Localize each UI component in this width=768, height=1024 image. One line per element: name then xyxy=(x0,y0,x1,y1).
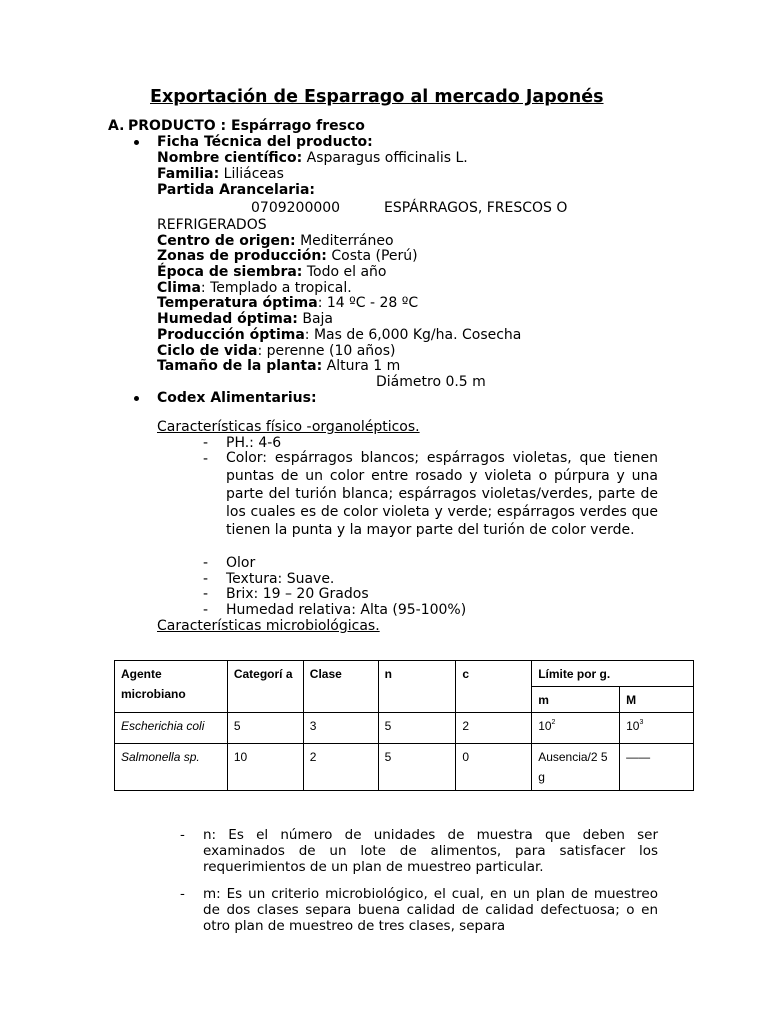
header-c: c xyxy=(456,661,532,713)
ficha-zonas xyxy=(157,248,418,264)
table-header-row xyxy=(115,661,694,687)
cell-M-base: 10 xyxy=(626,719,640,733)
partida-code: 0709200000 xyxy=(251,200,341,216)
codex-item-brix: Brix: 19 – 20 Grados xyxy=(226,586,369,602)
list-dash: - xyxy=(203,571,209,587)
cell-categoria: 5 xyxy=(227,713,303,744)
table-row xyxy=(115,713,694,744)
familia-value: Liliáceas xyxy=(219,166,284,182)
temp-value: : 14 ºC - 28 ºC xyxy=(317,295,419,311)
temp-label: Temperatura óptima xyxy=(157,295,318,311)
ficha-centro xyxy=(157,233,394,249)
ficha-diametro: Diámetro 0.5 m xyxy=(376,374,486,390)
header-m: m xyxy=(532,687,620,713)
partida-desc2: REFRIGERADOS xyxy=(157,217,267,233)
cell-n: 5 xyxy=(378,744,456,791)
cell-m xyxy=(532,713,620,744)
header-M: M xyxy=(620,687,694,713)
codex-item-textura: Textura: Suave. xyxy=(226,571,335,587)
section-a-letter: A. xyxy=(108,118,125,134)
ciclo-value: : perenne (10 años) xyxy=(257,343,396,359)
ficha-epoca xyxy=(157,264,386,280)
cell-c: 0 xyxy=(456,744,532,791)
note-n: n: Es el número de unidades de muestra que deben ser examinados de un lote de alimentos, para satisfacer los requerimientos de un plan de muestreo particular. xyxy=(203,827,658,875)
list-dash: - xyxy=(203,555,209,571)
cell-m-exp: 2 xyxy=(551,719,556,726)
nombre-value: Asparagus officinalis L. xyxy=(302,150,468,166)
ficha-ciclo xyxy=(157,343,396,359)
ficha-heading: Ficha Técnica del producto: xyxy=(157,134,373,150)
ciclo-label: Ciclo de vida xyxy=(157,343,258,359)
ficha-humedad xyxy=(157,311,333,327)
table-row xyxy=(115,744,694,791)
header-categoria: Categorí a xyxy=(227,661,303,713)
codex-heading: Codex Alimentarius: xyxy=(157,390,317,406)
tamano-label: Tamaño de la planta: xyxy=(157,358,323,374)
cell-agente: Escherichia coli xyxy=(115,713,228,744)
zonas-value: Costa (Perú) xyxy=(326,248,418,264)
header-clase: Clase xyxy=(303,661,378,713)
micro-heading: Características microbiológicas. xyxy=(157,618,380,634)
cell-m: Ausencia/2 5 g xyxy=(532,744,620,791)
section-a-label: PRODUCTO : xyxy=(128,118,232,134)
humedad-value: Baja xyxy=(297,311,334,327)
list-dash: - xyxy=(203,602,209,618)
bullet-icon xyxy=(134,396,139,401)
tamano-value: Altura 1 m xyxy=(322,358,401,374)
cell-m-base: 10 xyxy=(538,719,552,733)
familia-label: Familia: xyxy=(157,166,220,182)
micro-table xyxy=(114,660,694,791)
ficha-temperatura xyxy=(157,295,418,311)
epoca-value: Todo el año xyxy=(302,264,387,280)
codex-item-olor: Olor xyxy=(226,555,256,571)
clima-label: Clima xyxy=(157,280,201,296)
nombre-label: Nombre científico: xyxy=(157,150,303,166)
ficha-clima xyxy=(157,280,352,296)
produccion-value: : Mas de 6,000 Kg/ha. Cosecha xyxy=(304,327,522,343)
ficha-tamano xyxy=(157,358,400,374)
note-m: m: Es un criterio microbiológico, el cual, en un plan de muestreo de dos clases separa buena calidad de calidad defectuosa; o en otro plan de muestreo de tres clases, separa xyxy=(203,886,658,934)
codex-item-humedad: Humedad relativa: Alta (95-100%) xyxy=(226,602,467,618)
cell-n: 5 xyxy=(378,713,456,744)
produccion-label: Producción óptima xyxy=(157,327,305,343)
cell-clase: 3 xyxy=(303,713,378,744)
ficha-familia xyxy=(157,166,284,182)
cell-clase: 2 xyxy=(303,744,378,791)
ficha-produccion xyxy=(157,327,521,343)
list-dash: - xyxy=(203,586,209,602)
cell-categoria: 10 xyxy=(227,744,303,791)
cell-M-exp: 3 xyxy=(639,719,644,726)
ficha-nombre xyxy=(157,150,468,166)
cell-M xyxy=(620,713,694,744)
centro-label: Centro de origen: xyxy=(157,233,296,249)
fisico-heading: Características físico -organolépticos. xyxy=(157,419,420,435)
cell-agente: Salmonella sp. xyxy=(115,744,228,791)
zonas-label: Zonas de producción: xyxy=(157,248,327,264)
list-dash: - xyxy=(180,886,185,902)
epoca-label: Época de siembra: xyxy=(157,264,303,280)
header-agente: Agente microbiano xyxy=(115,661,228,713)
header-limite: Límite por g. xyxy=(532,661,694,687)
codex-item-color: Color: espárragos blancos; espárragos violetas, que tienen puntas de un color entre rosado y violeta o púrpura y una parte del turión blanca; espárragos violetas/verdes, parte de los cuales es de color violeta y verde; espárragos verdes que tienen la punta y la mayor parte del turión de color verde. xyxy=(226,450,658,538)
section-a-heading xyxy=(128,118,365,134)
centro-value: Mediterráneo xyxy=(295,233,394,249)
codex-item-ph: PH.: 4-6 xyxy=(226,435,282,451)
list-dash: - xyxy=(203,435,209,451)
section-a-value: Espárrago fresco xyxy=(231,118,365,134)
humedad-label: Humedad óptima: xyxy=(157,311,298,327)
list-dash: - xyxy=(180,827,185,843)
list-dash: - xyxy=(203,451,209,467)
bullet-icon xyxy=(134,140,139,145)
document-title: Exportación de Esparrago al mercado Japonés xyxy=(150,87,604,107)
cell-M: —— xyxy=(620,744,694,791)
clima-value: : Templado a tropical. xyxy=(200,280,352,296)
partida-desc: ESPÁRRAGOS, FRESCOS O xyxy=(384,200,568,216)
cell-c: 2 xyxy=(456,713,532,744)
header-n: n xyxy=(378,661,456,713)
partida-label: Partida Arancelaria: xyxy=(157,182,316,198)
